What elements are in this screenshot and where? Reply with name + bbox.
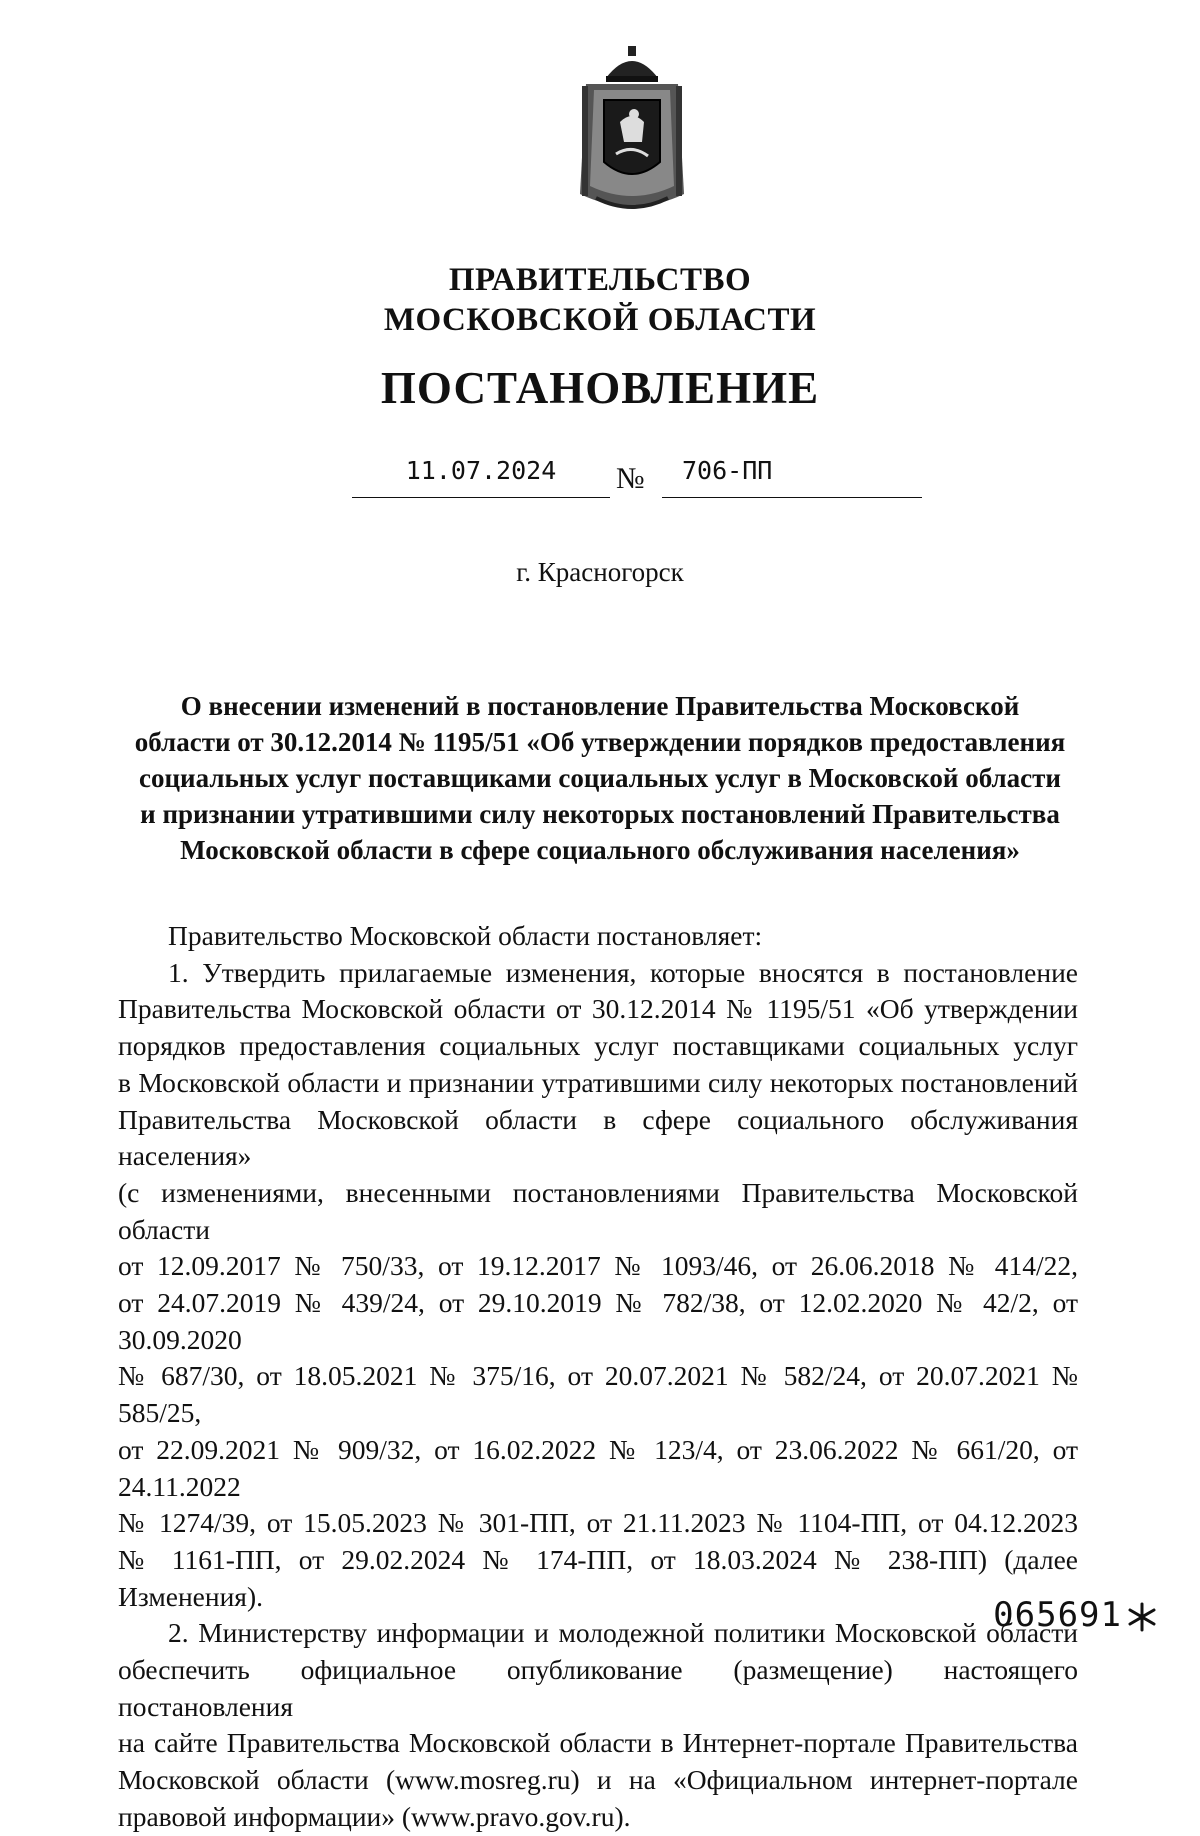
item-2-line: Московской области (www.mosreg.ru) и на «Официальном интернет-портале [118,1764,1078,1796]
item-1-line: № 1161-ПП, от 29.02.2024 № 174-ПП, от 18.03.2024 № 238-ПП) (далее Изменения). [118,1543,1078,1612]
registration-date: 11.07.2024 [352,455,610,498]
item-1-line: от 12.09.2017 № 750/33, от 19.12.2017 № 1093/46, от 26.06.2018 № 414/22, [118,1250,1078,1282]
government-name [0,260,1200,340]
asterisk-mark-icon [1126,1601,1158,1633]
registration-row [0,455,1200,515]
number-sign: № [616,462,645,495]
subject-line: Московской области в сфере социального обслуживания населения» [180,835,1020,865]
city: г. Красногорск [516,557,684,587]
item-1-line: (с изменениями, внесенными постановлениями Правительства Московской области [118,1176,1078,1245]
item-2-line: 2. Министерству информации и молодежной политики Московской области [168,1617,1078,1649]
item-2 [118,1615,1078,1835]
item-1-line: № 687/30, от 18.05.2021 № 375/16, от 20.07.2021 № 582/24, от 20.07.2021 № 585/25, [118,1360,1078,1429]
gov-name-line-2: МОСКОВСКОЙ ОБЛАСТИ [383,302,817,338]
document-subject [130,688,1070,868]
item-1 [118,955,1078,1616]
gov-name-line-1: ПРАВИТЕЛЬСТВО [448,262,752,298]
preamble: Правительство Московской области постановляет: [168,920,763,951]
registration-number [662,455,922,498]
item-2-line: на сайте Правительства Московской области в Интернет-портале Правительства [118,1727,1078,1759]
registration-number-value: 706-ПП [682,456,773,485]
subject-line: и признании утратившими силу некоторых постановлений Правительства [140,799,1060,829]
subject-line: области от 30.12.2014 № 1195/51 «Об утверждении порядков предоставления [134,727,1066,757]
subject-line: социальных услуг поставщиками социальных услуг в Московской области [139,763,1061,793]
item-1-line: от 22.09.2021 № 909/32, от 16.02.2022 № 123/4, от 23.06.2022 № 661/20, от 24.11.2022 [118,1433,1078,1502]
document-type: ПОСТАНОВЛЕНИЕ [380,363,820,413]
item-1-line: 1. Утвердить прилагаемые изменения, которые вносятся в постановление [168,956,1078,988]
item-1-line: Правительства Московской области в сфере социального обслуживания населения» [118,1103,1078,1172]
item-2-line: правовой информации» (www.pravo.gov.ru). [118,1800,631,1832]
item-1-line: от 24.07.2019 № 439/24, от 29.10.2019 № 782/38, от 12.02.2020 № 42/2, от 30.09.2020 [118,1287,1078,1355]
item-1-line: № 1274/39, от 15.05.2023 № 301-ПП, от 21.11.2023 № 1104-ПП, от 04.12.2023 [118,1507,1078,1539]
item-1-line: в Московской области и признании утратившими силу некоторых постановлений [118,1066,1078,1098]
item-1-line: Правительства Московской области от 30.12.2014 № 1195/51 «Об утверждении [118,993,1078,1025]
subject-line: О внесении изменений в постановление Правительства Московской [180,691,1020,721]
item-2-line: обеспечить официальное опубликование (размещение) настоящего постановления [118,1654,1078,1722]
serial-number: 065691 [993,1595,1122,1635]
document-body [118,918,1078,1836]
item-1-line: порядков предоставления социальных услуг поставщиками социальных услуг [118,1030,1078,1062]
coat-of-arms-emblem [576,44,688,216]
